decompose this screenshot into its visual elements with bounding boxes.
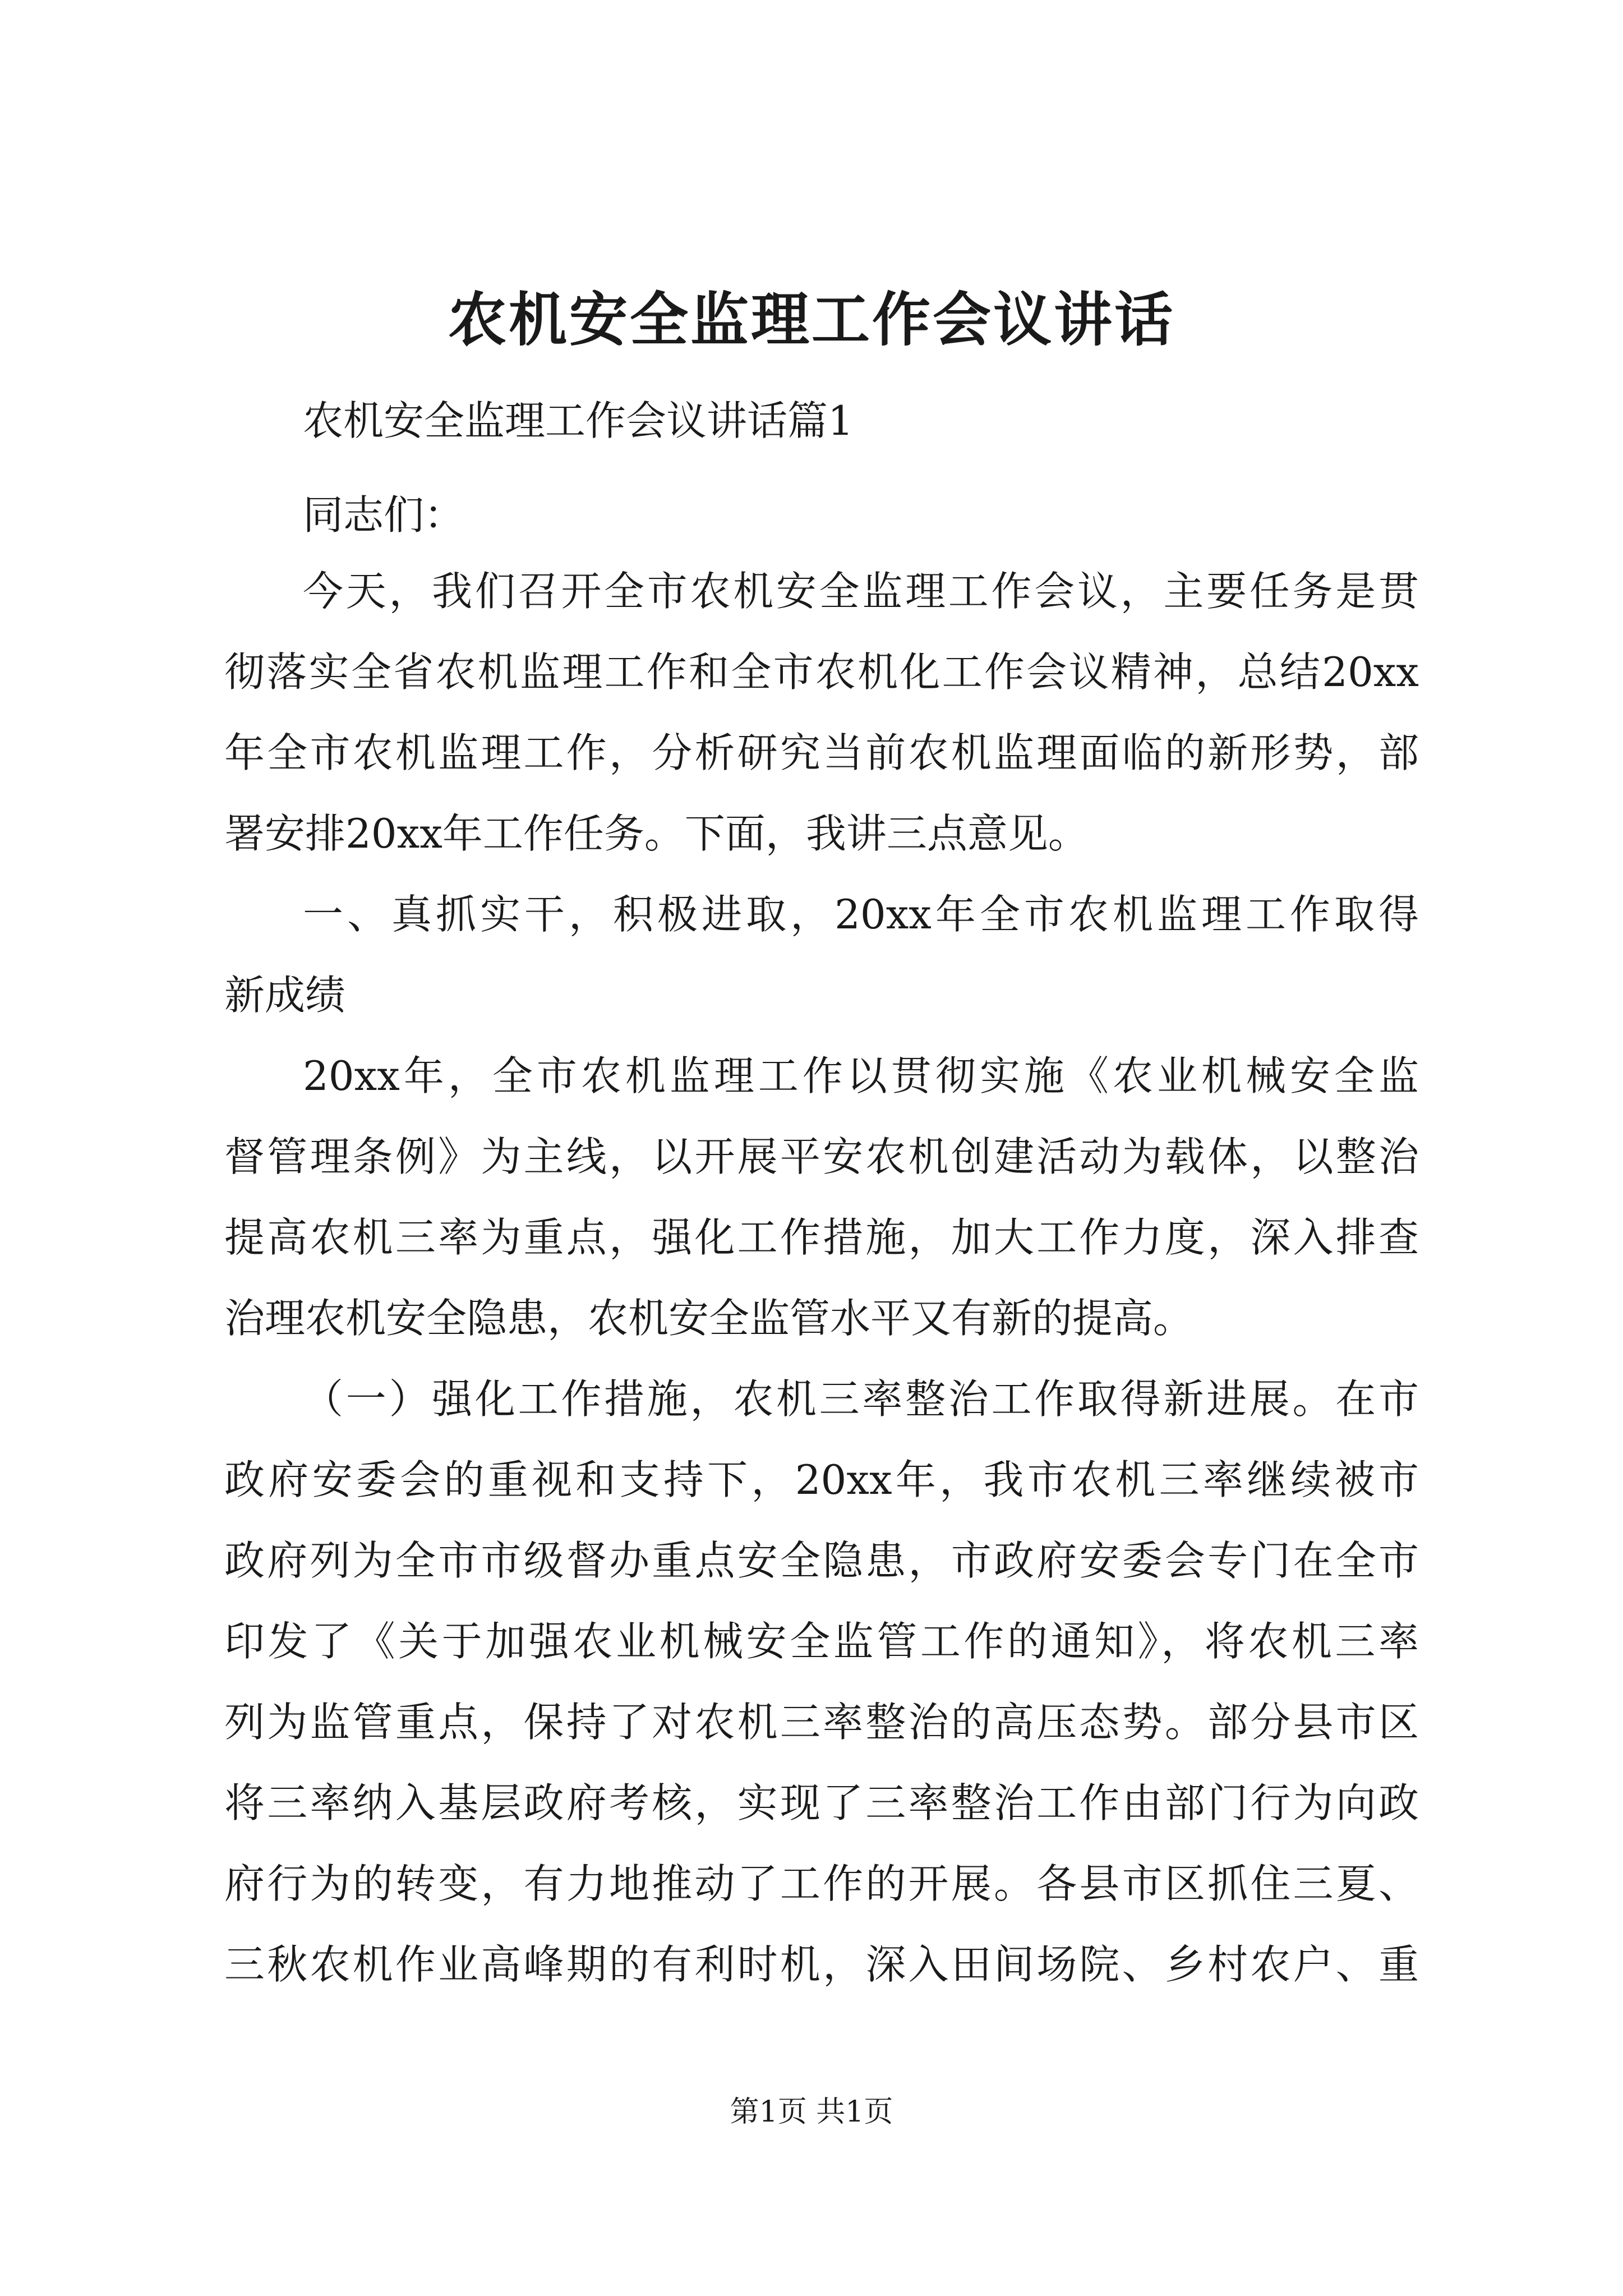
body-line: 年全市农机监理工作，分析研究当前农机监理面临的新形势，部 bbox=[224, 729, 1419, 776]
body-line: 20xx年，全市农机监理工作以贯彻实施《农业机械安全监 bbox=[303, 1052, 1419, 1099]
body-line: 今天，我们召开全市农机安全监理工作会议，主要任务是贯 bbox=[303, 568, 1419, 615]
salutation-line: 同志们： bbox=[303, 491, 465, 539]
body-line: 三秋农机作业高峰期的有利时机，深入田间场院、乡村农户、重 bbox=[224, 1941, 1419, 1988]
body-line: 政府安委会的重视和支持下，20xx年，我市农机三率继续被市 bbox=[224, 1456, 1419, 1503]
body-line: 将三率纳入基层政府考核，实现了三率整治工作由部门行为向政 bbox=[224, 1779, 1419, 1826]
body-line: 列为监管重点，保持了对农机三率整治的高压态势。部分县市区 bbox=[224, 1699, 1419, 1746]
section-heading-line: 新成绩 bbox=[224, 972, 346, 1019]
body-line: 政府列为全市市级督办重点安全隐患，市政府安委会专门在全市 bbox=[224, 1537, 1419, 1584]
body-line: 治理农机安全隐患，农机安全监管水平又有新的提高。 bbox=[224, 1295, 1194, 1342]
subtitle-line: 农机安全监理工作会议讲话篇1 bbox=[303, 397, 854, 444]
section-heading-line: 一、真抓实干，积极进取，20xx年全市农机监理工作取得 bbox=[303, 891, 1419, 938]
body-line: 署安排20xx年工作任务。下面，我讲三点意见。 bbox=[224, 810, 1089, 857]
page-footer: 第1页 共1页 bbox=[730, 2095, 893, 2129]
body-line: 提高农机三率为重点，强化工作措施，加大工作力度，深入排查 bbox=[224, 1214, 1419, 1261]
document-title: 农机安全监理工作会议讲话 bbox=[448, 285, 1175, 354]
body-line: 府行为的转变，有力地推动了工作的开展。各县市区抓住三夏、 bbox=[224, 1860, 1419, 1907]
body-line: 彻落实全省农机监理工作和全市农机化工作会议精神，总结20xx bbox=[224, 648, 1419, 696]
body-line: 印发了《关于加强农业机械安全监管工作的通知》，将农机三率 bbox=[224, 1618, 1419, 1665]
body-line: （一）强化工作措施，农机三率整治工作取得新进展。在市 bbox=[303, 1375, 1419, 1423]
body-line: 督管理条例》为主线，以开展平安农机创建活动为载体，以整治 bbox=[224, 1133, 1419, 1180]
